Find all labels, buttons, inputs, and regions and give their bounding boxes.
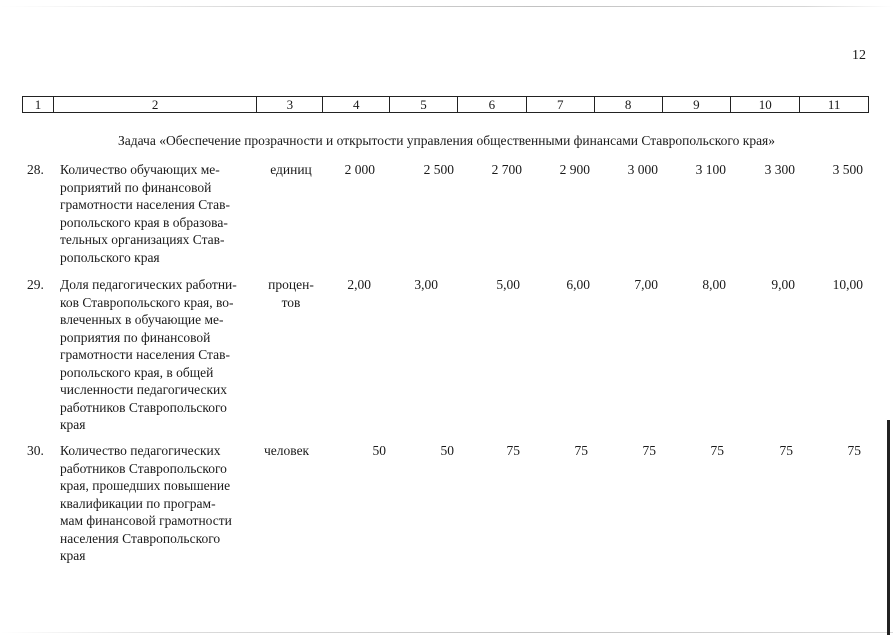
value-cell: 3 000 bbox=[627, 162, 658, 177]
indicator-name-line: влеченных в обучающие ме- bbox=[60, 312, 224, 327]
value-cell: 2 500 bbox=[423, 162, 454, 177]
scan-edge-top bbox=[0, 6, 893, 7]
value-cell: 10,00 bbox=[832, 277, 863, 292]
indicator-name-line: Доля педагогических работни- bbox=[60, 277, 237, 292]
value-cell: 2 700 bbox=[491, 162, 522, 177]
indicator-name-line: Количество обучающих ме- bbox=[60, 162, 220, 177]
row-number: 30. bbox=[27, 443, 44, 458]
header-col-8: 8 bbox=[594, 97, 662, 112]
value-cell: 75 bbox=[506, 443, 520, 458]
indicator-name-line: квалификации по програм- bbox=[60, 495, 216, 511]
header-col-6: 6 bbox=[457, 97, 526, 112]
value-cell: 6,00 bbox=[566, 277, 590, 292]
indicator-name-line: ропольского края, в общей bbox=[60, 364, 214, 380]
indicator-name-line: грамотности населения Став- bbox=[60, 197, 230, 212]
header-col-5: 5 bbox=[389, 97, 457, 112]
indicator-name-line: грамотности населения Став- bbox=[60, 347, 230, 362]
header-col-3: 3 bbox=[256, 97, 322, 112]
indicator-name-line: края bbox=[60, 417, 86, 432]
indicator-name bbox=[60, 161, 250, 266]
header-col-11: 11 bbox=[799, 97, 868, 112]
value-cell: 2 000 bbox=[344, 162, 375, 177]
header-col-7: 7 bbox=[526, 97, 594, 112]
unit-line: человек bbox=[264, 443, 310, 458]
indicator-name-line: края bbox=[60, 548, 86, 563]
unit-line: процен- bbox=[268, 277, 314, 292]
value-cell: 5,00 bbox=[496, 277, 520, 292]
column-number-header bbox=[22, 96, 869, 113]
value-cell: 2 900 bbox=[559, 162, 590, 177]
unit-line: единиц bbox=[270, 162, 312, 177]
value-cell: 9,00 bbox=[771, 277, 795, 292]
row-number: 29. bbox=[27, 277, 44, 292]
unit-line: тов bbox=[281, 294, 301, 310]
indicator-name bbox=[60, 276, 250, 434]
scan-edge-bottom bbox=[0, 632, 893, 633]
value-cell: 50 bbox=[372, 443, 386, 458]
scan-edge-right bbox=[887, 420, 890, 635]
header-col-10: 10 bbox=[730, 97, 799, 112]
indicator-name-line: работников Ставропольского bbox=[60, 460, 227, 476]
indicator-name-line: роприятия по финансовой bbox=[60, 329, 211, 345]
value-cell: 75 bbox=[710, 443, 724, 458]
value-cell: 75 bbox=[642, 443, 656, 458]
value-cell: 3 500 bbox=[832, 162, 863, 177]
value-cell: 7,00 bbox=[634, 277, 658, 292]
value-cell: 8,00 bbox=[702, 277, 726, 292]
indicator-name-line: Количество педагогических bbox=[60, 443, 221, 458]
unit-of-measure bbox=[264, 442, 320, 460]
indicator-name-line: ков Ставропольского края, во- bbox=[60, 294, 234, 310]
value-cell: 2,00 bbox=[347, 277, 371, 292]
value-cell: 3 300 bbox=[764, 162, 795, 177]
indicator-name-line: края, прошедших повышение bbox=[60, 478, 231, 493]
indicator-name-line: ропольского края в образова- bbox=[60, 214, 228, 230]
header-col-1: 1 bbox=[34, 97, 42, 112]
value-cell: 75 bbox=[847, 443, 861, 458]
indicator-name-line: роприятий по финансовой bbox=[60, 179, 212, 195]
indicator-name-line: численности педагогических bbox=[60, 382, 228, 397]
value-cell: 75 bbox=[574, 443, 588, 458]
indicator-name-line: населения Ставропольского bbox=[60, 530, 221, 546]
indicator-name-line: тельных организациях Став- bbox=[60, 232, 225, 247]
row-number: 28. bbox=[27, 162, 44, 177]
value-cell: 3,00 bbox=[414, 277, 438, 292]
task-title: Задача «Обеспечение прозрачности и открытости управления общественными финансами Ставропольского края» bbox=[117, 133, 776, 148]
page-number: 12 bbox=[852, 48, 866, 63]
indicator-name bbox=[60, 442, 250, 565]
header-col-2: 2 bbox=[53, 97, 257, 112]
header-col-9: 9 bbox=[662, 97, 731, 112]
value-cell: 3 100 bbox=[695, 162, 726, 177]
indicator-name-line: ропольского края bbox=[60, 249, 160, 265]
value-cell: 75 bbox=[779, 443, 793, 458]
header-col-4: 4 bbox=[322, 97, 389, 112]
value-cell: 50 bbox=[440, 443, 454, 458]
indicator-name-line: мам финансовой грамотности bbox=[60, 513, 232, 528]
indicator-name-line: работников Ставропольского bbox=[60, 399, 227, 415]
